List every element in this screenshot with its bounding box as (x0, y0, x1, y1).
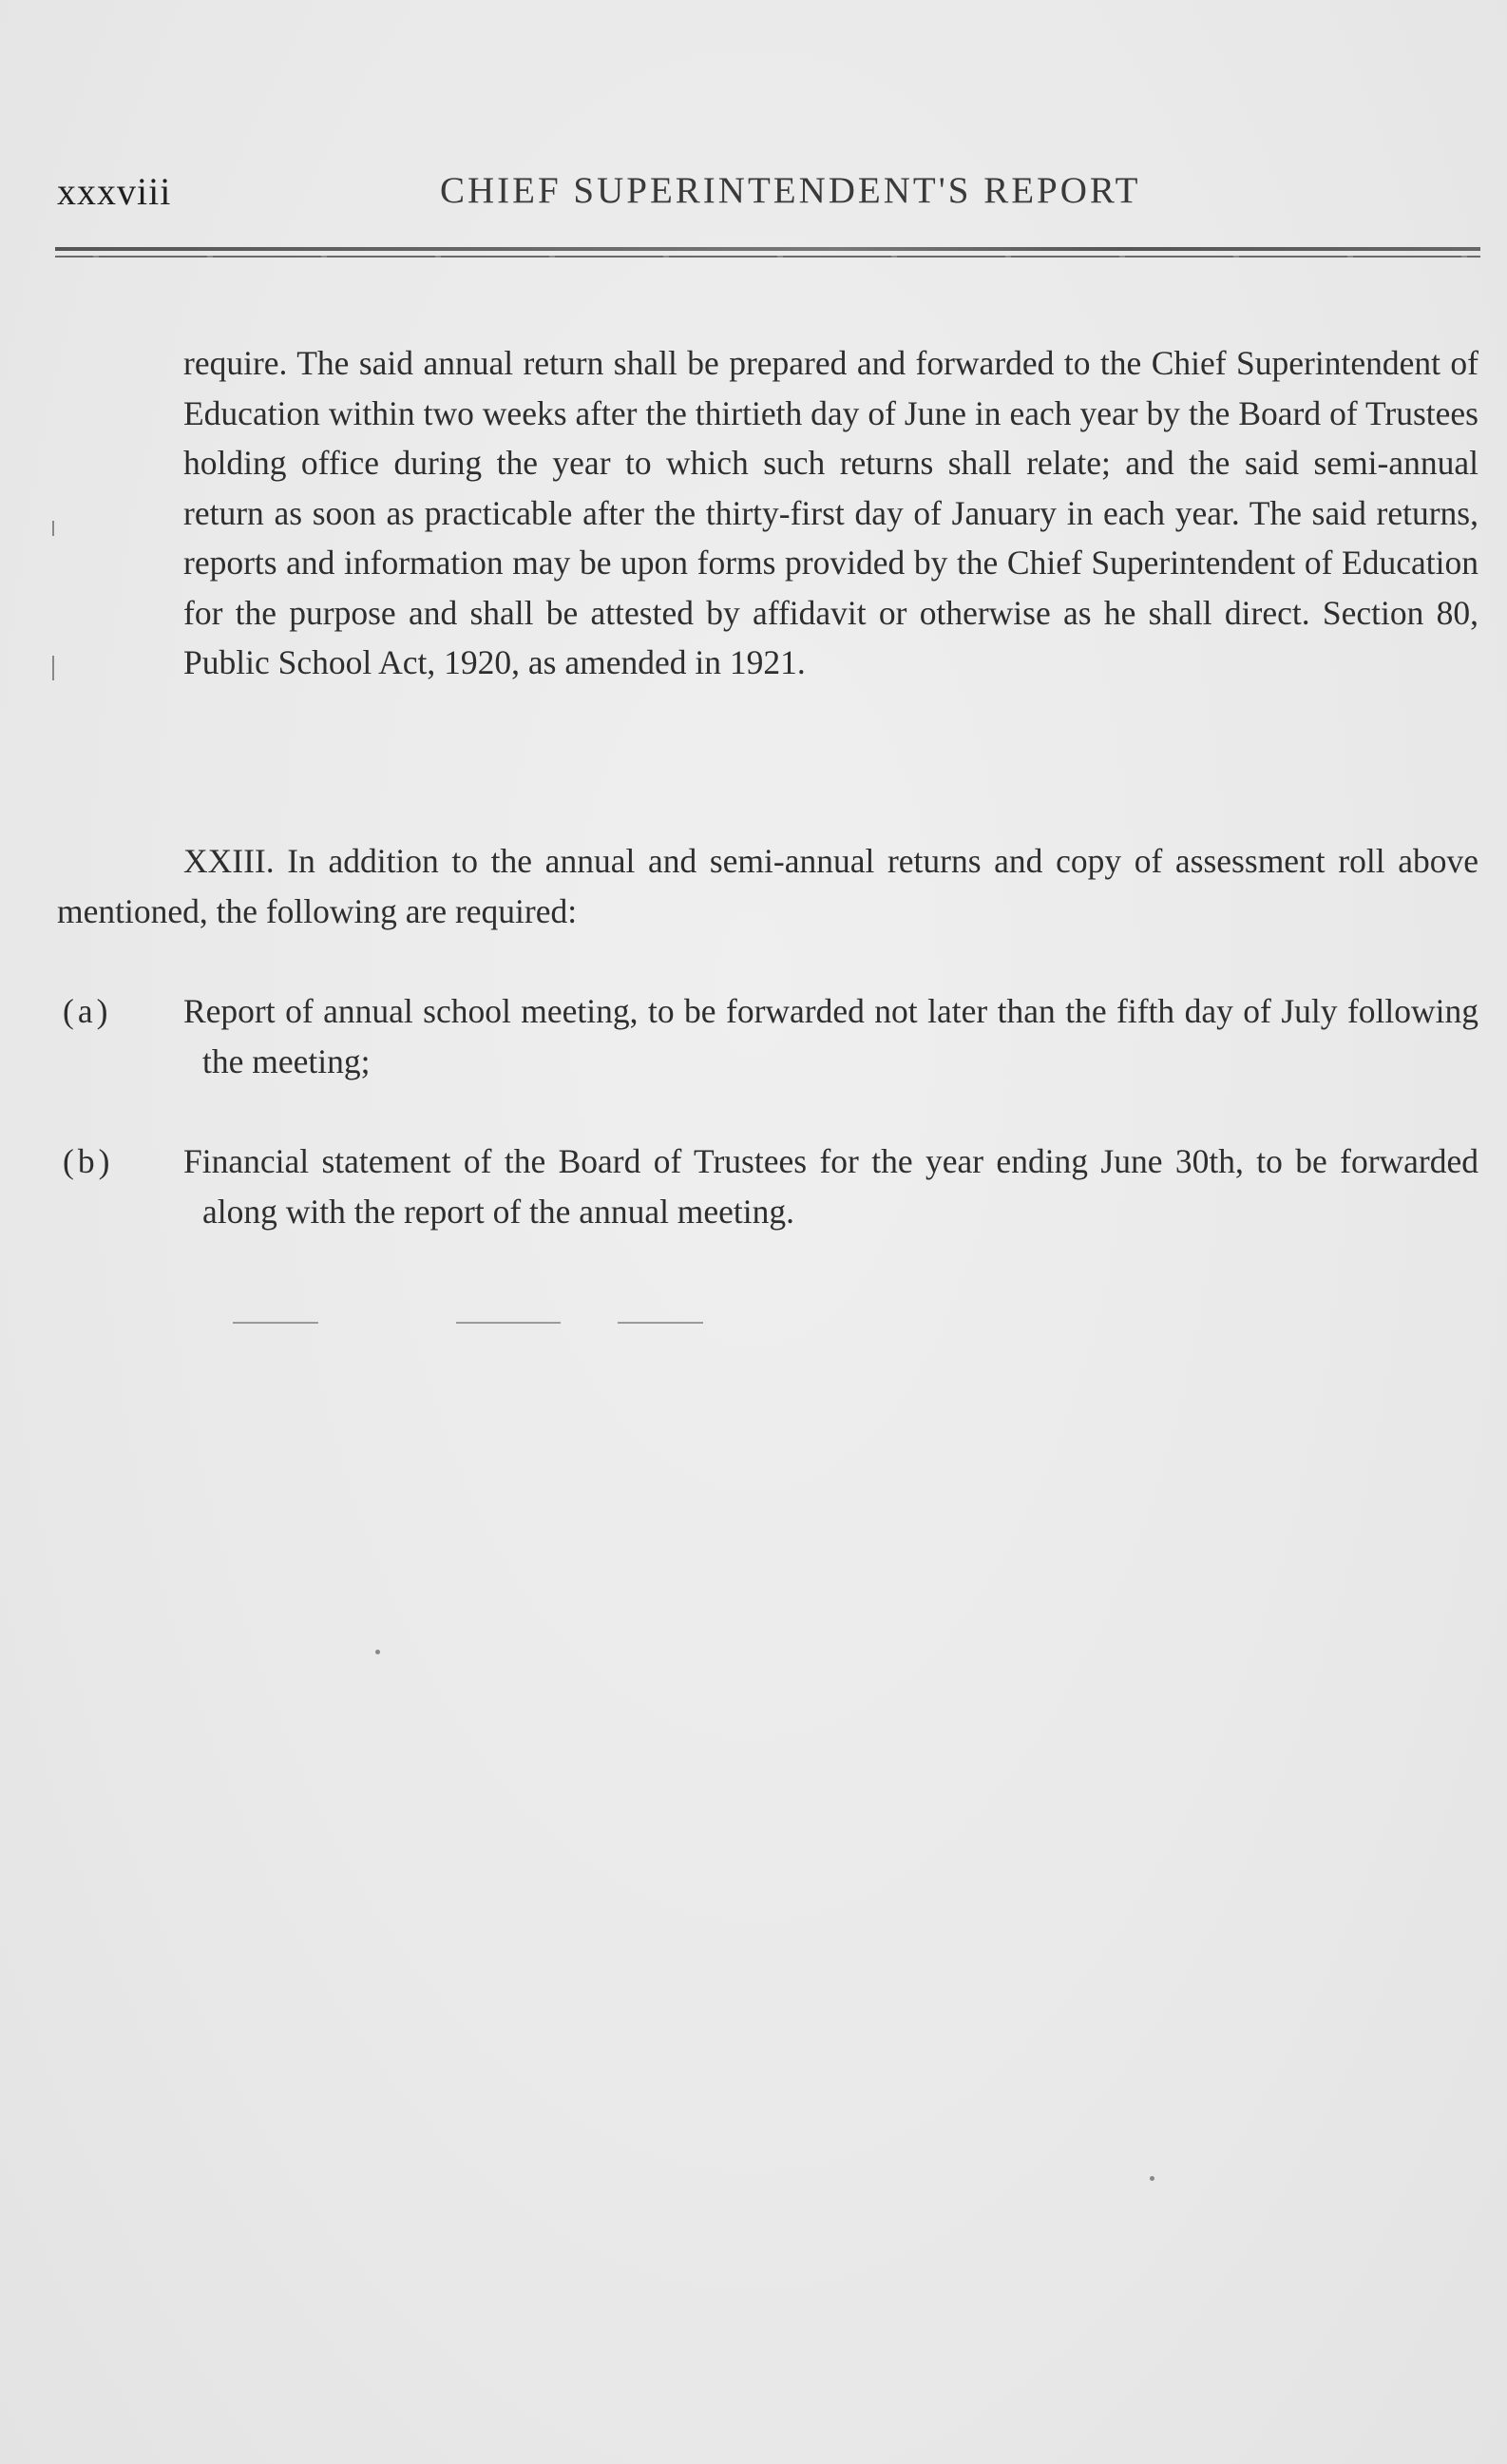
speck (1150, 2176, 1154, 2181)
running-head: CHIEF SUPERINTENDENT'S REPORT (440, 170, 1141, 211)
list-item-a (57, 986, 1478, 1086)
margin-mark (52, 656, 54, 680)
faint-dash (233, 1322, 318, 1324)
faint-dash (456, 1322, 561, 1324)
continued-paragraph: require. The said annual return shall be prepared and forwarded to the Chief Superintendent of Education within two weeks after the thirtieth day of June in each year by the Board of Trustees holding office during the year to which such returns shall relate; and the said semi-annual return as soon as practicable after the thirty-first day of January in each year. The said returns, reports and information may be upon forms provided by the Chief Superintendent of Education for the purpose and shall be attested by affidavit or otherwise as he shall direct. Section 80, Public School Act, 1920, as amended in 1921. (183, 344, 1478, 681)
header-rule (55, 247, 1480, 260)
header-rule-thin (55, 256, 1480, 258)
list-item-text: Report of annual school meeting, to be forwarded not later than the fifth day of July following the meeting; (183, 992, 1478, 1080)
margin-mark (52, 521, 54, 536)
header-rule-thick (55, 247, 1480, 251)
faint-dash (618, 1322, 703, 1324)
list-item-marker: (a) (63, 992, 112, 1030)
list-item-b (57, 1136, 1478, 1236)
section-xxiii-paragraph: XXIII. In addition to the annual and semi-annual returns and copy of assessment roll above mentioned, the following are required: (57, 842, 1478, 930)
page-header (57, 169, 1482, 222)
list-item-text: Financial statement of the Board of Trustees for the year ending June 30th, to be forwarded along with the report of the annual meeting. (183, 1142, 1478, 1231)
list-item-marker: (b) (63, 1142, 114, 1180)
speck (375, 1650, 380, 1654)
page-number: xxxviii (57, 170, 172, 213)
